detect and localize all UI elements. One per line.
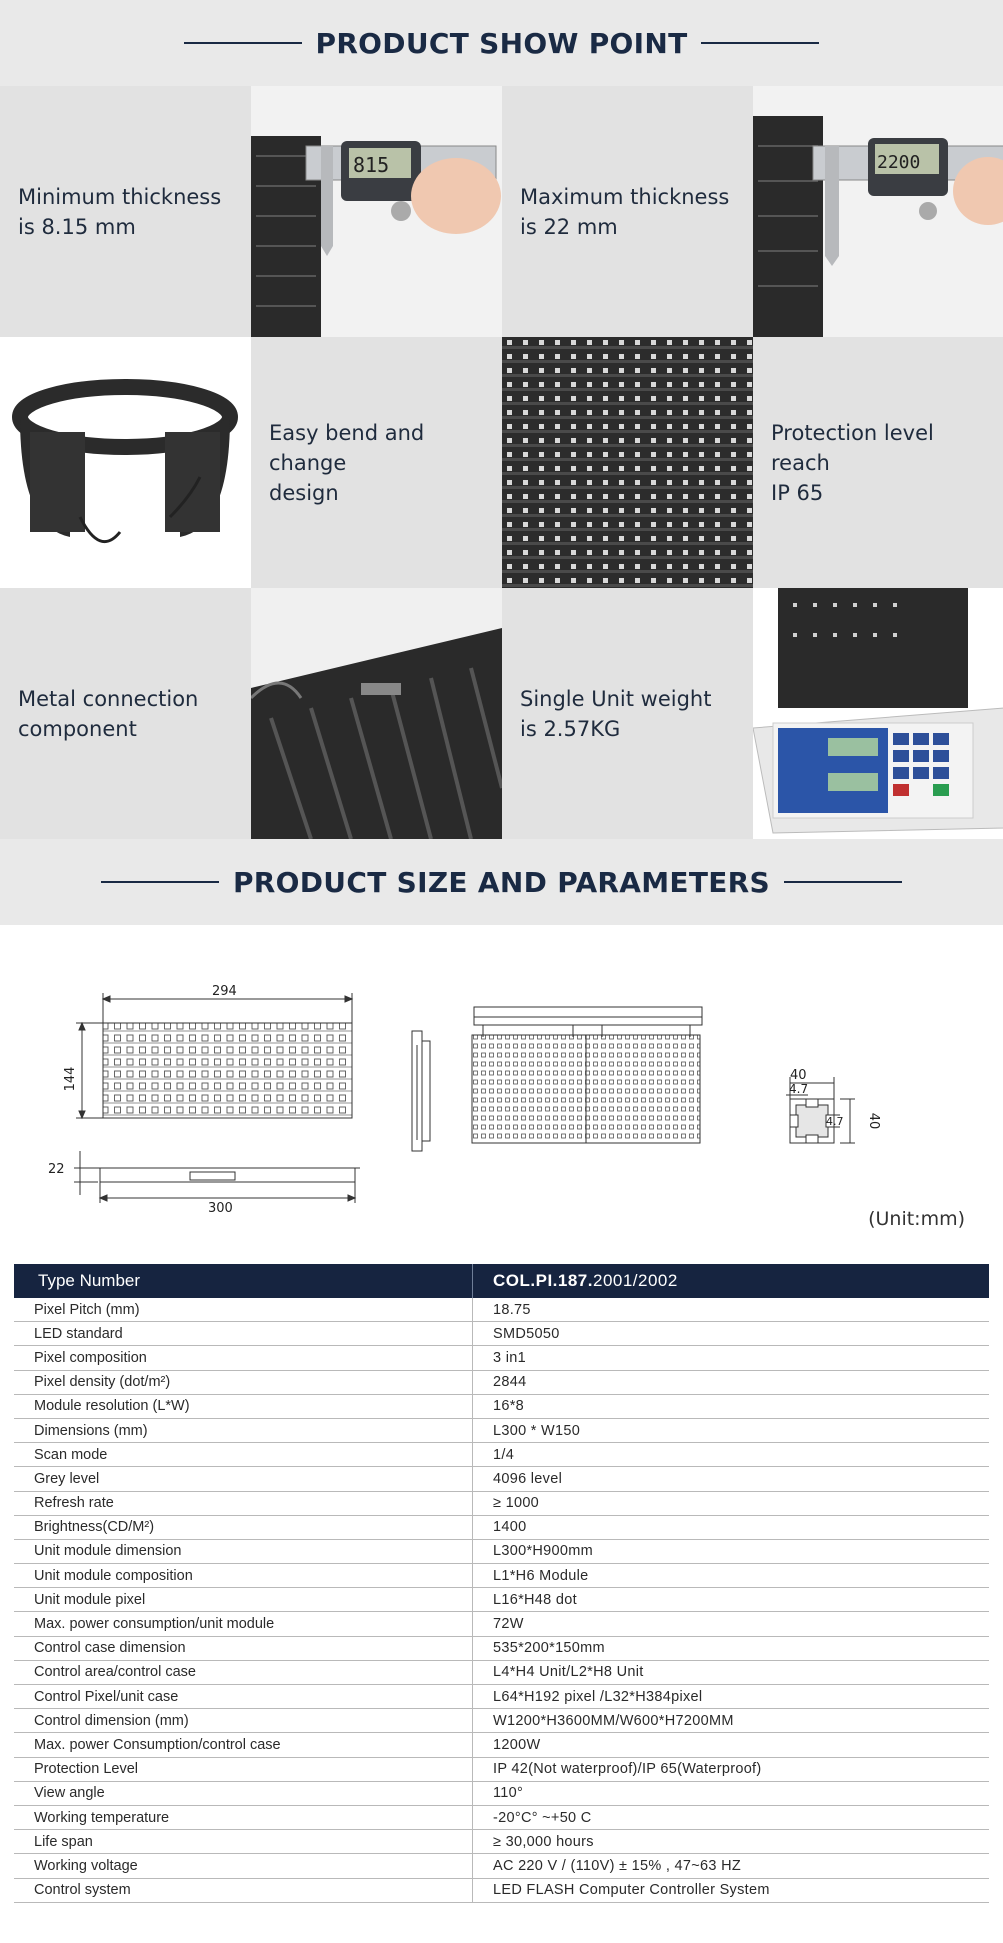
- bent-panel-photo: [0, 337, 251, 588]
- table-row: [14, 1782, 989, 1806]
- spec-key: Module resolution (L*W): [14, 1395, 473, 1418]
- feature-max-thickness: [502, 86, 753, 337]
- table-row: [14, 1758, 989, 1782]
- table-row: [14, 1806, 989, 1830]
- table-row: [14, 1661, 989, 1685]
- table-row: [14, 1709, 989, 1733]
- spec-value: ≥ 1000: [493, 1495, 540, 1512]
- spec-key: Working temperature: [14, 1806, 473, 1829]
- spec-key: Unit module pixel: [14, 1588, 473, 1611]
- table-row: [14, 1492, 989, 1516]
- spec-value: ≥ 30,000 hours: [493, 1833, 594, 1850]
- spec-key: Pixel density (dot/m²): [14, 1371, 473, 1394]
- metal-connection-photo: [251, 588, 502, 839]
- feature-min-thickness-label: Minimum thickness is 8.15 mm: [18, 184, 222, 239]
- table-row: [14, 1298, 989, 1322]
- feature-protection-label: Protection level reach IP 65: [771, 420, 934, 505]
- spec-value: IP 42(Not waterproof)/IP 65(Waterproof): [493, 1761, 762, 1778]
- caliper-max-reading: 2200: [877, 152, 921, 173]
- spec-value: 3 in1: [493, 1349, 526, 1366]
- spec-key: Pixel composition: [14, 1346, 473, 1369]
- spec-value: L4*H4 Unit/L2*H8 Unit: [493, 1664, 644, 1681]
- spec-value: 110°: [493, 1785, 524, 1802]
- table-row: [14, 1467, 989, 1491]
- scale-photo: [753, 588, 1003, 839]
- spec-value: 1200W: [493, 1736, 541, 1753]
- dim-profile-width: 40: [790, 1068, 807, 1083]
- show-point-title: PRODUCT SHOW POINT: [315, 26, 688, 60]
- spec-value: L300*H900mm: [493, 1543, 594, 1560]
- feature-grid: [0, 86, 1003, 839]
- spec-key: View angle: [14, 1782, 473, 1805]
- table-row: [14, 1419, 989, 1443]
- table-row: [14, 1830, 989, 1854]
- spec-key: Unit module dimension: [14, 1540, 473, 1563]
- spec-key: Brightness(CD/M²): [14, 1516, 473, 1539]
- spec-key: Control dimension (mm): [14, 1709, 473, 1732]
- feature-metal-label: Metal connection component: [18, 686, 199, 741]
- spec-key: Max. power consumption/unit module: [14, 1612, 473, 1635]
- spec-key: Control system: [14, 1879, 473, 1902]
- dim-profile-inner2: 4.7: [826, 1115, 844, 1128]
- feature-max-thickness-label: Maximum thickness is 22 mm: [520, 184, 730, 239]
- dim-profile-height: 40: [866, 1112, 881, 1130]
- dim-width: 294: [212, 984, 237, 999]
- spec-key: Max. power Consumption/control case: [14, 1733, 473, 1756]
- spec-table: [14, 1264, 989, 1903]
- spec-key: Pixel Pitch (mm): [14, 1298, 473, 1321]
- banner-line-left: [101, 881, 219, 883]
- banner-line-right: [701, 42, 819, 44]
- feature-protection: [753, 337, 1003, 588]
- caliper-min-reading: 815: [353, 153, 390, 177]
- spec-key: Dimensions (mm): [14, 1419, 473, 1442]
- spec-key: Control case dimension: [14, 1637, 473, 1660]
- table-row: [14, 1612, 989, 1636]
- spec-key: Grey level: [14, 1467, 473, 1490]
- spec-key: LED standard: [14, 1322, 473, 1345]
- spec-header-key: Type Number: [14, 1264, 473, 1298]
- table-row: [14, 1733, 989, 1757]
- drawing-canvas: [0, 925, 1003, 1255]
- spec-value: 16*8: [493, 1398, 525, 1415]
- table-row: [14, 1371, 989, 1395]
- table-row: [14, 1879, 989, 1903]
- spec-value: W1200*H3600MM/W600*H7200MM: [493, 1712, 734, 1729]
- table-row: [14, 1637, 989, 1661]
- unit-note: (Unit:mm): [868, 1208, 965, 1230]
- spec-key: Unit module composition: [14, 1564, 473, 1587]
- spec-value: 4096 level: [493, 1470, 563, 1487]
- spec-key: Life span: [14, 1830, 473, 1853]
- table-row: [14, 1540, 989, 1564]
- table-row: [14, 1854, 989, 1878]
- feature-bend: [251, 337, 502, 588]
- feature-weight-label: Single Unit weight is 2.57KG: [520, 686, 712, 741]
- table-row: [14, 1685, 989, 1709]
- spec-header: [14, 1264, 989, 1298]
- spec-value: 535*200*150mm: [493, 1640, 605, 1657]
- banner-line-right: [784, 881, 902, 883]
- caliper-max-photo: [753, 86, 1003, 337]
- spec-value: SMD5050: [493, 1325, 560, 1342]
- spec-value: 2844: [493, 1374, 527, 1391]
- dim-thickness: 22: [48, 1162, 65, 1177]
- spec-value: 18.75: [493, 1301, 531, 1318]
- caliper-min-photo: [251, 86, 502, 337]
- spec-value: AC 220 V / (110V) ± 15% , 47~63 HZ: [493, 1857, 741, 1874]
- size-params-banner: [0, 839, 1003, 925]
- table-row: [14, 1516, 989, 1540]
- size-params-title: PRODUCT SIZE AND PARAMETERS: [232, 865, 770, 899]
- spec-header-value: [473, 1271, 678, 1291]
- banner-line-left: [184, 42, 302, 44]
- spec-value: L300 * W150: [493, 1422, 581, 1439]
- spec-key: Control Pixel/unit case: [14, 1685, 473, 1708]
- spec-value: LED FLASH Computer Controller System: [493, 1882, 770, 1899]
- led-grid-photo: [502, 337, 753, 588]
- type-number-light: 2001/2002: [592, 1271, 678, 1290]
- spec-value: L64*H192 pixel /L32*H384pixel: [493, 1688, 703, 1705]
- feature-metal: [0, 588, 251, 839]
- table-row: [14, 1322, 989, 1346]
- feature-bend-label: Easy bend and change design: [269, 420, 425, 505]
- table-row: [14, 1346, 989, 1370]
- table-row: [14, 1564, 989, 1588]
- table-row: [14, 1395, 989, 1419]
- feature-min-thickness: [0, 86, 251, 337]
- spec-value: 1400: [493, 1519, 527, 1536]
- spec-key: Control area/control case: [14, 1661, 473, 1684]
- spec-rows: [14, 1298, 989, 1903]
- spec-key: Working voltage: [14, 1854, 473, 1877]
- spec-value: -20°C° ~+50 C: [493, 1809, 592, 1826]
- type-number-bold: COL.PI.187.: [493, 1271, 593, 1290]
- table-row: [14, 1588, 989, 1612]
- spec-key: Protection Level: [14, 1758, 473, 1781]
- dim-length: 300: [208, 1201, 233, 1216]
- spec-key: Refresh rate: [14, 1492, 473, 1515]
- spec-value: 1/4: [493, 1446, 515, 1463]
- technical-drawings: [0, 925, 1003, 1255]
- spec-value: L16*H48 dot: [493, 1591, 577, 1608]
- spec-value: 72W: [493, 1616, 524, 1633]
- feature-weight: [502, 588, 753, 839]
- spec-key: Scan mode: [14, 1443, 473, 1466]
- table-row: [14, 1443, 989, 1467]
- dim-profile-inner: 4.7: [789, 1082, 809, 1096]
- dim-height: 144: [63, 1066, 78, 1092]
- spec-value: L1*H6 Module: [493, 1567, 589, 1584]
- show-point-banner: [0, 0, 1003, 86]
